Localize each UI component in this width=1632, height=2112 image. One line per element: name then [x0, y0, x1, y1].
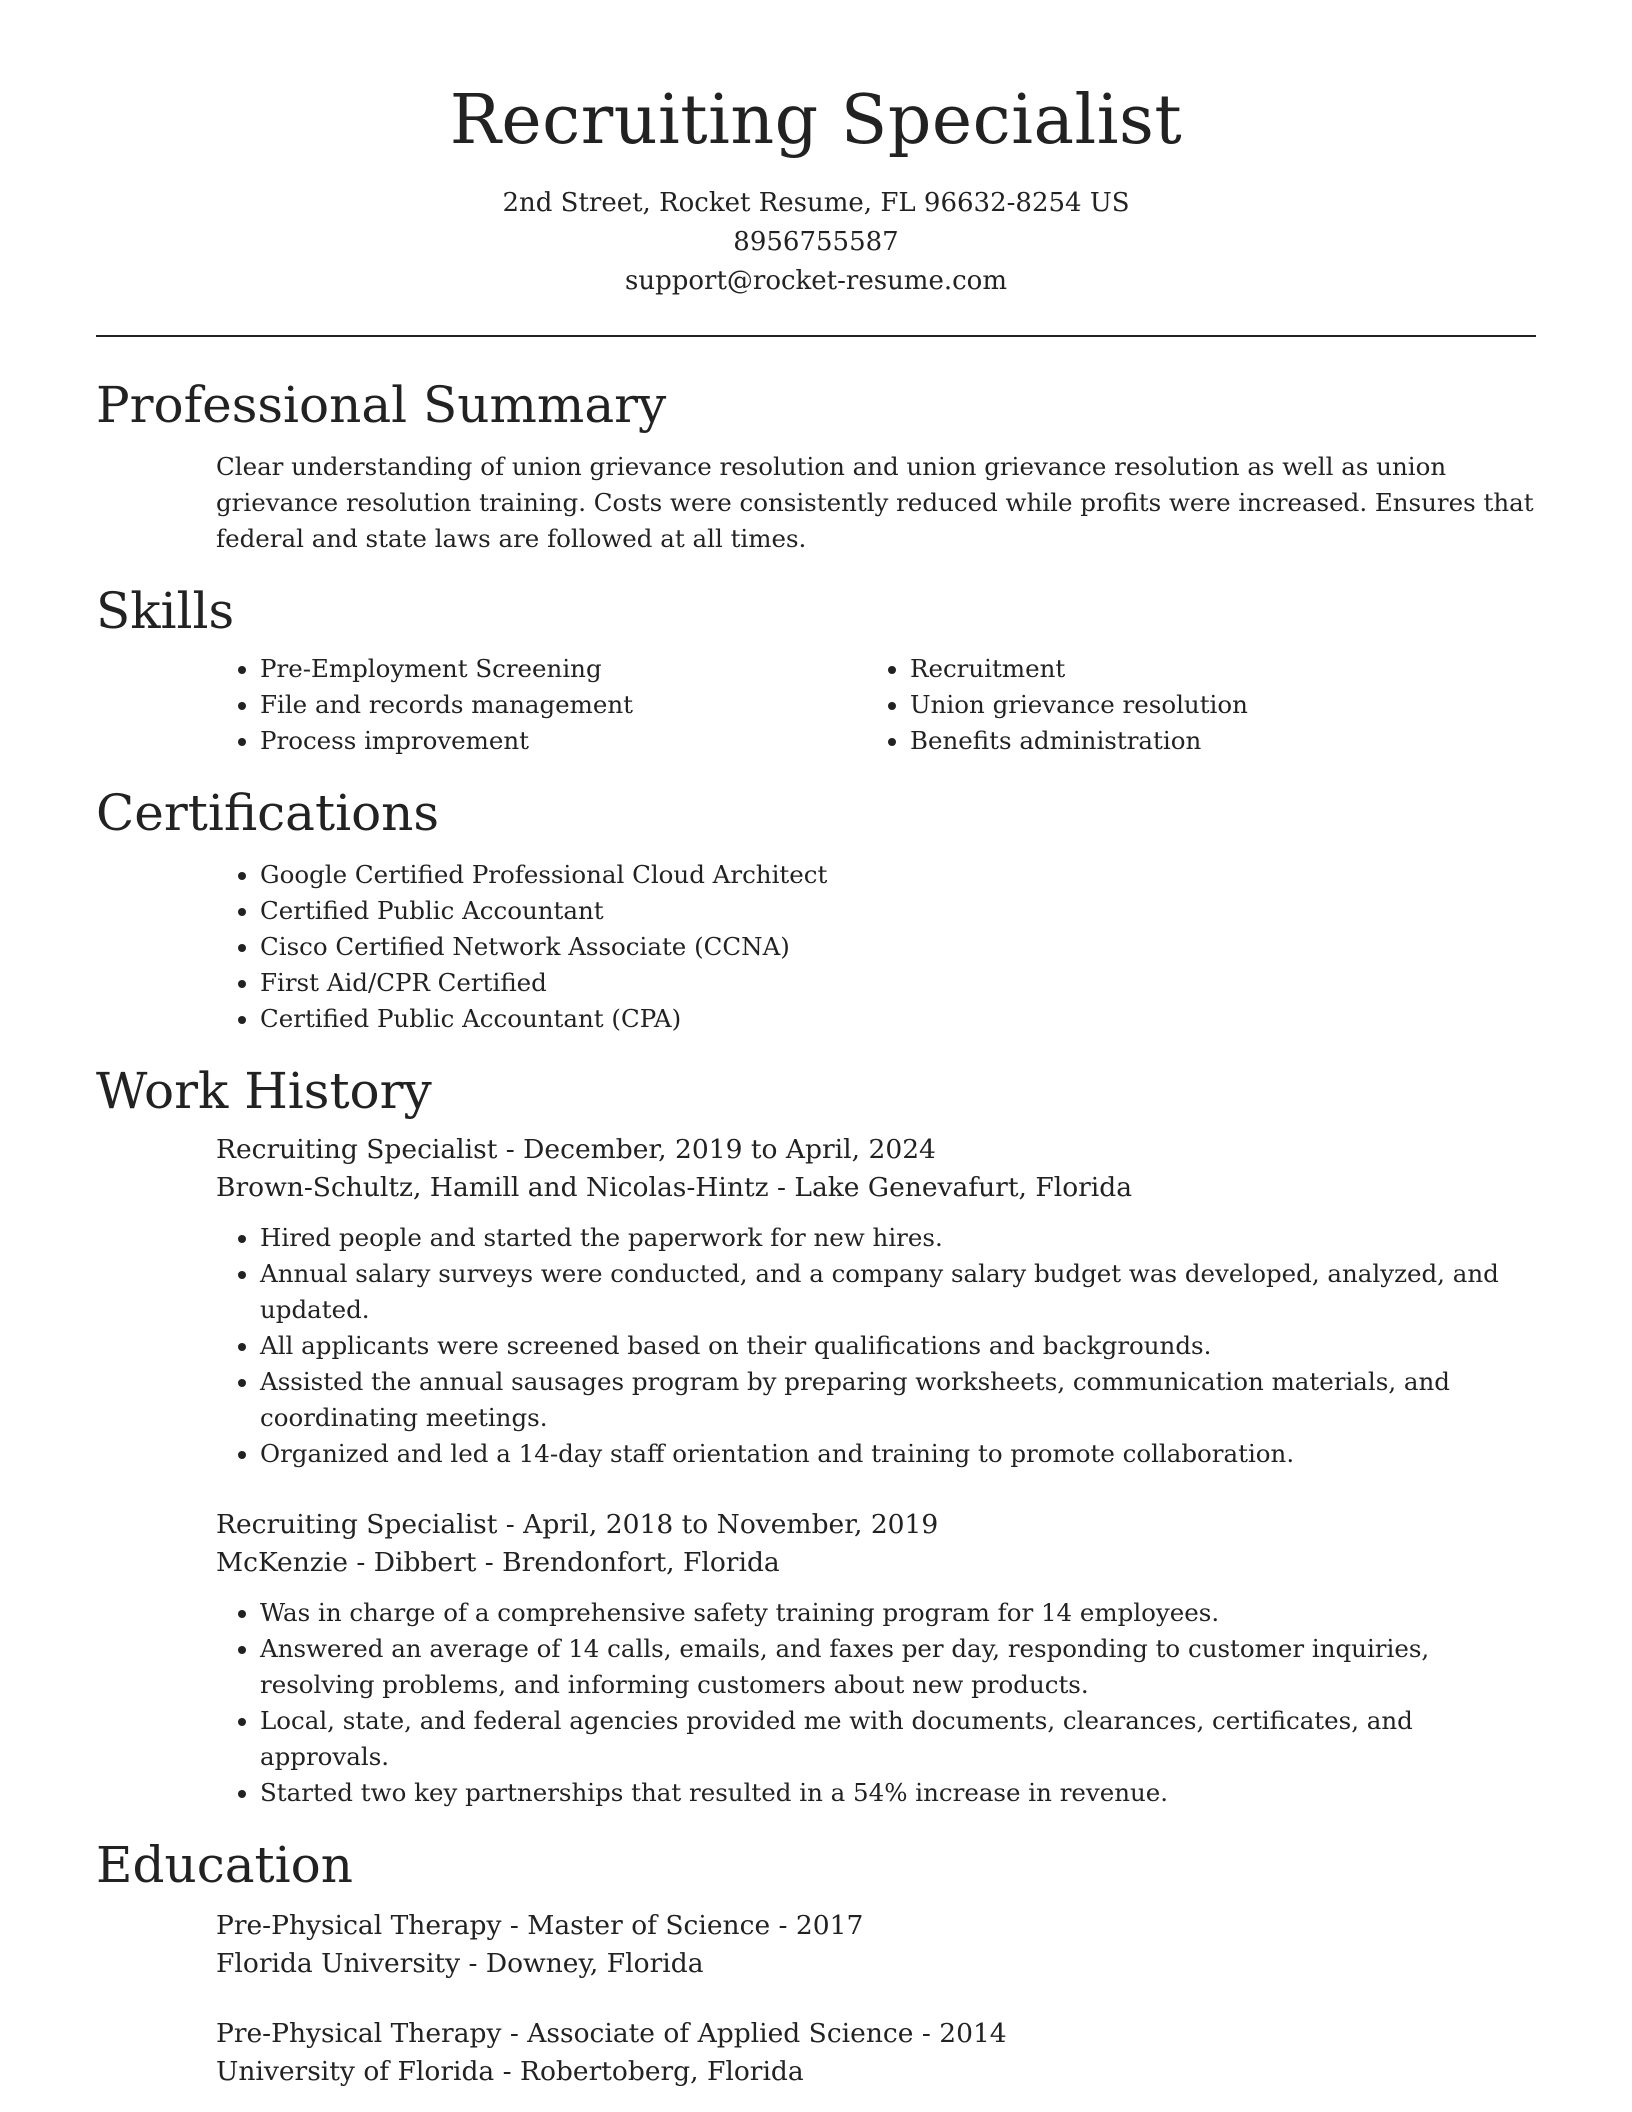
job-bullets [216, 1220, 1536, 1472]
education-heading: Education [96, 1836, 353, 1895]
degree-line: Pre-Physical Therapy - Associate of Applied Science - 2014 [216, 2018, 1007, 2050]
education-entry [216, 1907, 1536, 1983]
resume-header [96, 0, 1536, 301]
candidate-name: Recruiting Specialist [449, 81, 1183, 160]
job-bullet: • Started two key partnerships that resulted in a 54% increase in revenue. [260, 1775, 1536, 1811]
education-section [96, 1835, 1536, 2091]
contact-address: 2nd Street, Rocket Resume, FL 96632-8254 US [502, 188, 1130, 219]
skills-heading: Skills [96, 582, 235, 641]
summary-section [96, 375, 1536, 557]
skills-list-right [866, 651, 1536, 759]
skill-item: • Pre-Employment Screening [260, 651, 866, 687]
skill-item: • Benefits administration [910, 723, 1536, 759]
skill-item: • File and records management [260, 687, 866, 723]
job-entry [216, 1506, 1536, 1811]
work-history-heading: Work History [96, 1062, 432, 1121]
job-bullet: • Hired people and started the paperwork for new hires. [260, 1220, 1536, 1256]
job-bullet: • Answered an average of 14 calls, emails, and faxes per day, responding to customer inquiries, resolving problems, and informing customers about new products. [260, 1631, 1536, 1703]
skill-item: • Process improvement [260, 723, 866, 759]
job-bullet: • Organized and led a 14-day staff orientation and training to promote collaboration. [260, 1436, 1536, 1472]
skill-item: • Recruitment [910, 651, 1536, 687]
school-line: Florida University - Downey, Florida [216, 1948, 704, 1980]
degree-line: Pre-Physical Therapy - Master of Science - 2017 [216, 1910, 864, 1942]
job-bullet: • All applicants were screened based on their qualifications and backgrounds. [260, 1328, 1536, 1364]
summary-text: Clear understanding of union grievance resolution and union grievance resolution as well as union grievance resolution training. Costs were consistently reduced while profits were increased. Ensures that federal and state laws are followed at all times. [216, 452, 1534, 554]
header-divider [96, 335, 1536, 337]
certification-item: • First Aid/CPR Certified [260, 965, 1536, 1001]
job-bullet: • Annual salary surveys were conducted, and a company salary budget was developed, analyzed, and updated. [260, 1256, 1536, 1328]
certification-item: • Certified Public Accountant (CPA) [260, 1001, 1536, 1037]
job-bullet: • Assisted the annual sausages program by preparing worksheets, communication materials, and coordinating meetings. [260, 1364, 1536, 1436]
certification-item: • Cisco Certified Network Associate (CCNA) [260, 929, 1536, 965]
job-bullet: • Local, state, and federal agencies provided me with documents, clearances, certificates, and approvals. [260, 1703, 1536, 1775]
job-bullets [216, 1595, 1536, 1811]
certifications-list [216, 857, 1536, 1037]
summary-heading: Professional Summary [96, 376, 667, 435]
certification-item: • Certified Public Accountant [260, 893, 1536, 929]
school-line: University of Florida - Robertoberg, Florida [216, 2056, 804, 2088]
job-company-line: McKenzie - Dibbert - Brendonfort, Florida [216, 1547, 780, 1579]
contact-phone: 8956755587 [733, 227, 899, 258]
job-bullet: • Was in charge of a comprehensive safety training program for 14 employees. [260, 1595, 1536, 1631]
work-history-section [96, 1061, 1536, 1811]
skills-list-left [216, 651, 866, 759]
education-entry [216, 2015, 1536, 2091]
job-company-line: Brown-Schultz, Hamill and Nicolas-Hintz - Lake Genevafurt, Florida [216, 1172, 1133, 1204]
certification-item: • Google Certified Professional Cloud Architect [260, 857, 1536, 893]
certifications-heading: Certifications [96, 784, 440, 843]
skills-section [96, 581, 1536, 759]
certifications-section [96, 783, 1536, 1037]
contact-email: support@rocket-resume.com [624, 266, 1007, 297]
job-entry [216, 1131, 1536, 1472]
job-title-line: Recruiting Specialist - April, 2018 to November, 2019 [216, 1509, 939, 1541]
skill-item: • Union grievance resolution [910, 687, 1536, 723]
job-title-line: Recruiting Specialist - December, 2019 to April, 2024 [216, 1134, 936, 1166]
